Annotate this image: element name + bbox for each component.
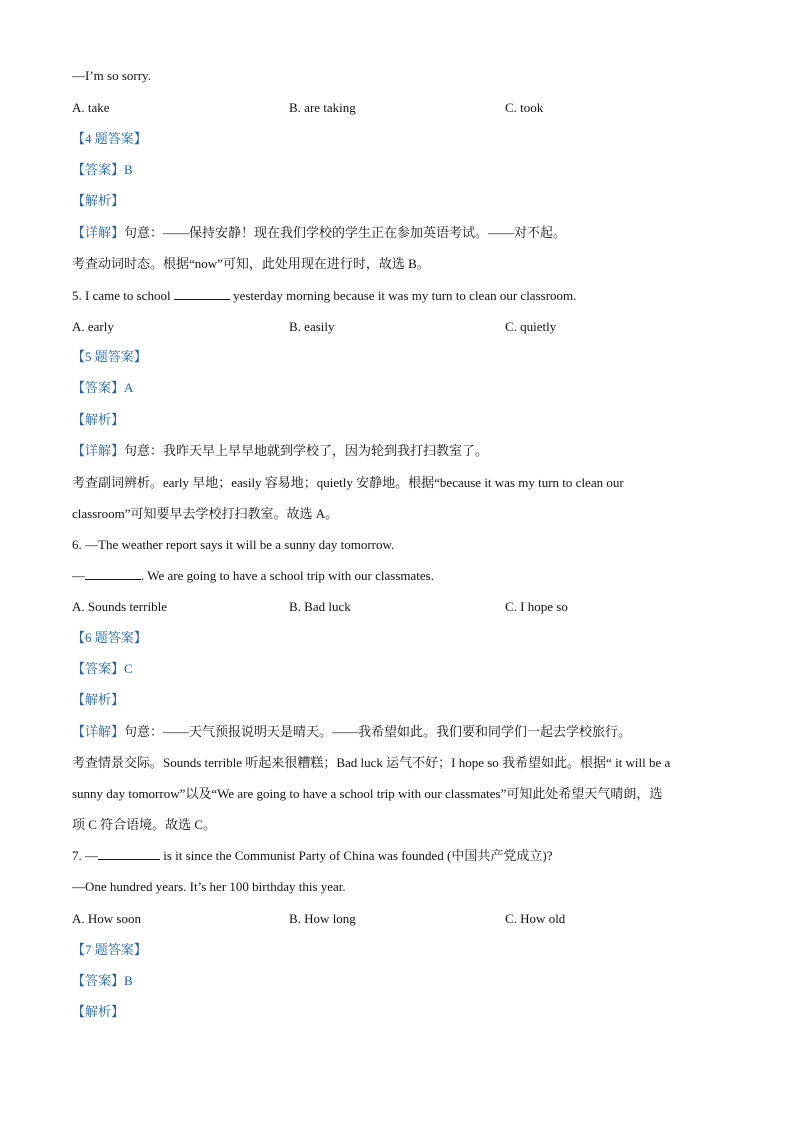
q5-analysis-label: 【解析】 — [72, 412, 125, 427]
q7-option-b: B. How long — [289, 911, 356, 926]
answer-blank — [174, 287, 230, 300]
detail-label: 【详解】 — [72, 225, 125, 240]
q7-reply: —One hundred years. It’s her 100 birthday this year. — [72, 879, 346, 894]
q7-option-a: A. How soon — [72, 911, 141, 926]
q6-explanation-line-1: 考查情景交际。Sounds terrible 听起来很糟糕；Bad luck 运气不好；I hope so 我希望如此。根据“ it will be a — [72, 755, 671, 770]
q4-detail: 【详解】句意：——保持安静！现在我们学校的学生正在参加英语考试。——对不起。 — [72, 225, 567, 240]
q6-explanation-line-2: sunny day tomorrow”以及“We are going to have a school trip with our classmates”可知此处希望天气晴朗，选 — [72, 786, 663, 801]
detail-label: 【详解】 — [72, 443, 125, 458]
q4-option-c: C. took — [505, 100, 544, 115]
q5-option-b: B. easily — [289, 319, 335, 334]
q5-option-a: A. early — [72, 319, 114, 334]
q4-option-a: A. take — [72, 100, 110, 115]
q6-option-b: B. Bad luck — [289, 599, 351, 614]
q5-detail: 【详解】句意：我昨天早上早早地就到学校了，因为轮到我打扫教室了。 — [72, 443, 489, 458]
q5-answer: 【答案】A — [72, 380, 134, 395]
q6-reply: — . We are going to have a school trip with our classmates. — [72, 568, 434, 583]
q6-stem: 6. —The weather report says it will be a sunny day tomorrow. — [72, 537, 395, 552]
q5-answer-heading: 【5 题答案】 — [72, 349, 147, 364]
q5-option-c: C. quietly — [505, 319, 557, 334]
q4-answer: 【答案】B — [72, 162, 133, 177]
q4-answer-heading: 【4 题答案】 — [72, 131, 147, 146]
q6-explanation-line-3: 项 C 符合语境。故选 C。 — [72, 817, 217, 832]
q6-option-c: C. I hope so — [505, 599, 568, 614]
q4-analysis-label: 【解析】 — [72, 193, 125, 208]
q4-explanation: 考查动词时态。根据“now”可知，此处用现在进行时，故选 B。 — [72, 256, 430, 271]
q7-option-c: C. How old — [505, 911, 566, 926]
q5-stem: 5. I came to school yesterday morning because it was my turn to clean our classroom. — [72, 288, 577, 303]
q6-detail: 【详解】句意：——天气预报说明天是晴天。——我希望如此。我们要和同学们一起去学校旅行。 — [72, 724, 632, 739]
answer-blank — [85, 567, 141, 580]
q6-answer: 【答案】C — [72, 661, 133, 676]
q7-answer: 【答案】B — [72, 973, 133, 988]
answer-blank — [98, 847, 160, 860]
q5-explanation-line-2: classroom”可知要早去学校打扫教室。故选 A。 — [72, 506, 339, 521]
q4-reply: —I’m so sorry. — [72, 68, 151, 83]
q4-option-b: B. are taking — [289, 100, 356, 115]
q7-analysis-label: 【解析】 — [72, 1004, 125, 1019]
q6-option-a: A. Sounds terrible — [72, 599, 167, 614]
detail-label: 【详解】 — [72, 724, 125, 739]
q7-stem: 7. — is it since the Communist Party of China was founded (中国共产党成立)? — [72, 848, 553, 863]
q7-answer-heading: 【7 题答案】 — [72, 942, 147, 957]
q6-answer-heading: 【6 题答案】 — [72, 630, 147, 645]
q5-explanation-line-1: 考查副词辨析。early 早地；easily 容易地；quietly 安静地。根据“because it was my turn to clean our — [72, 475, 624, 490]
q6-analysis-label: 【解析】 — [72, 692, 125, 707]
